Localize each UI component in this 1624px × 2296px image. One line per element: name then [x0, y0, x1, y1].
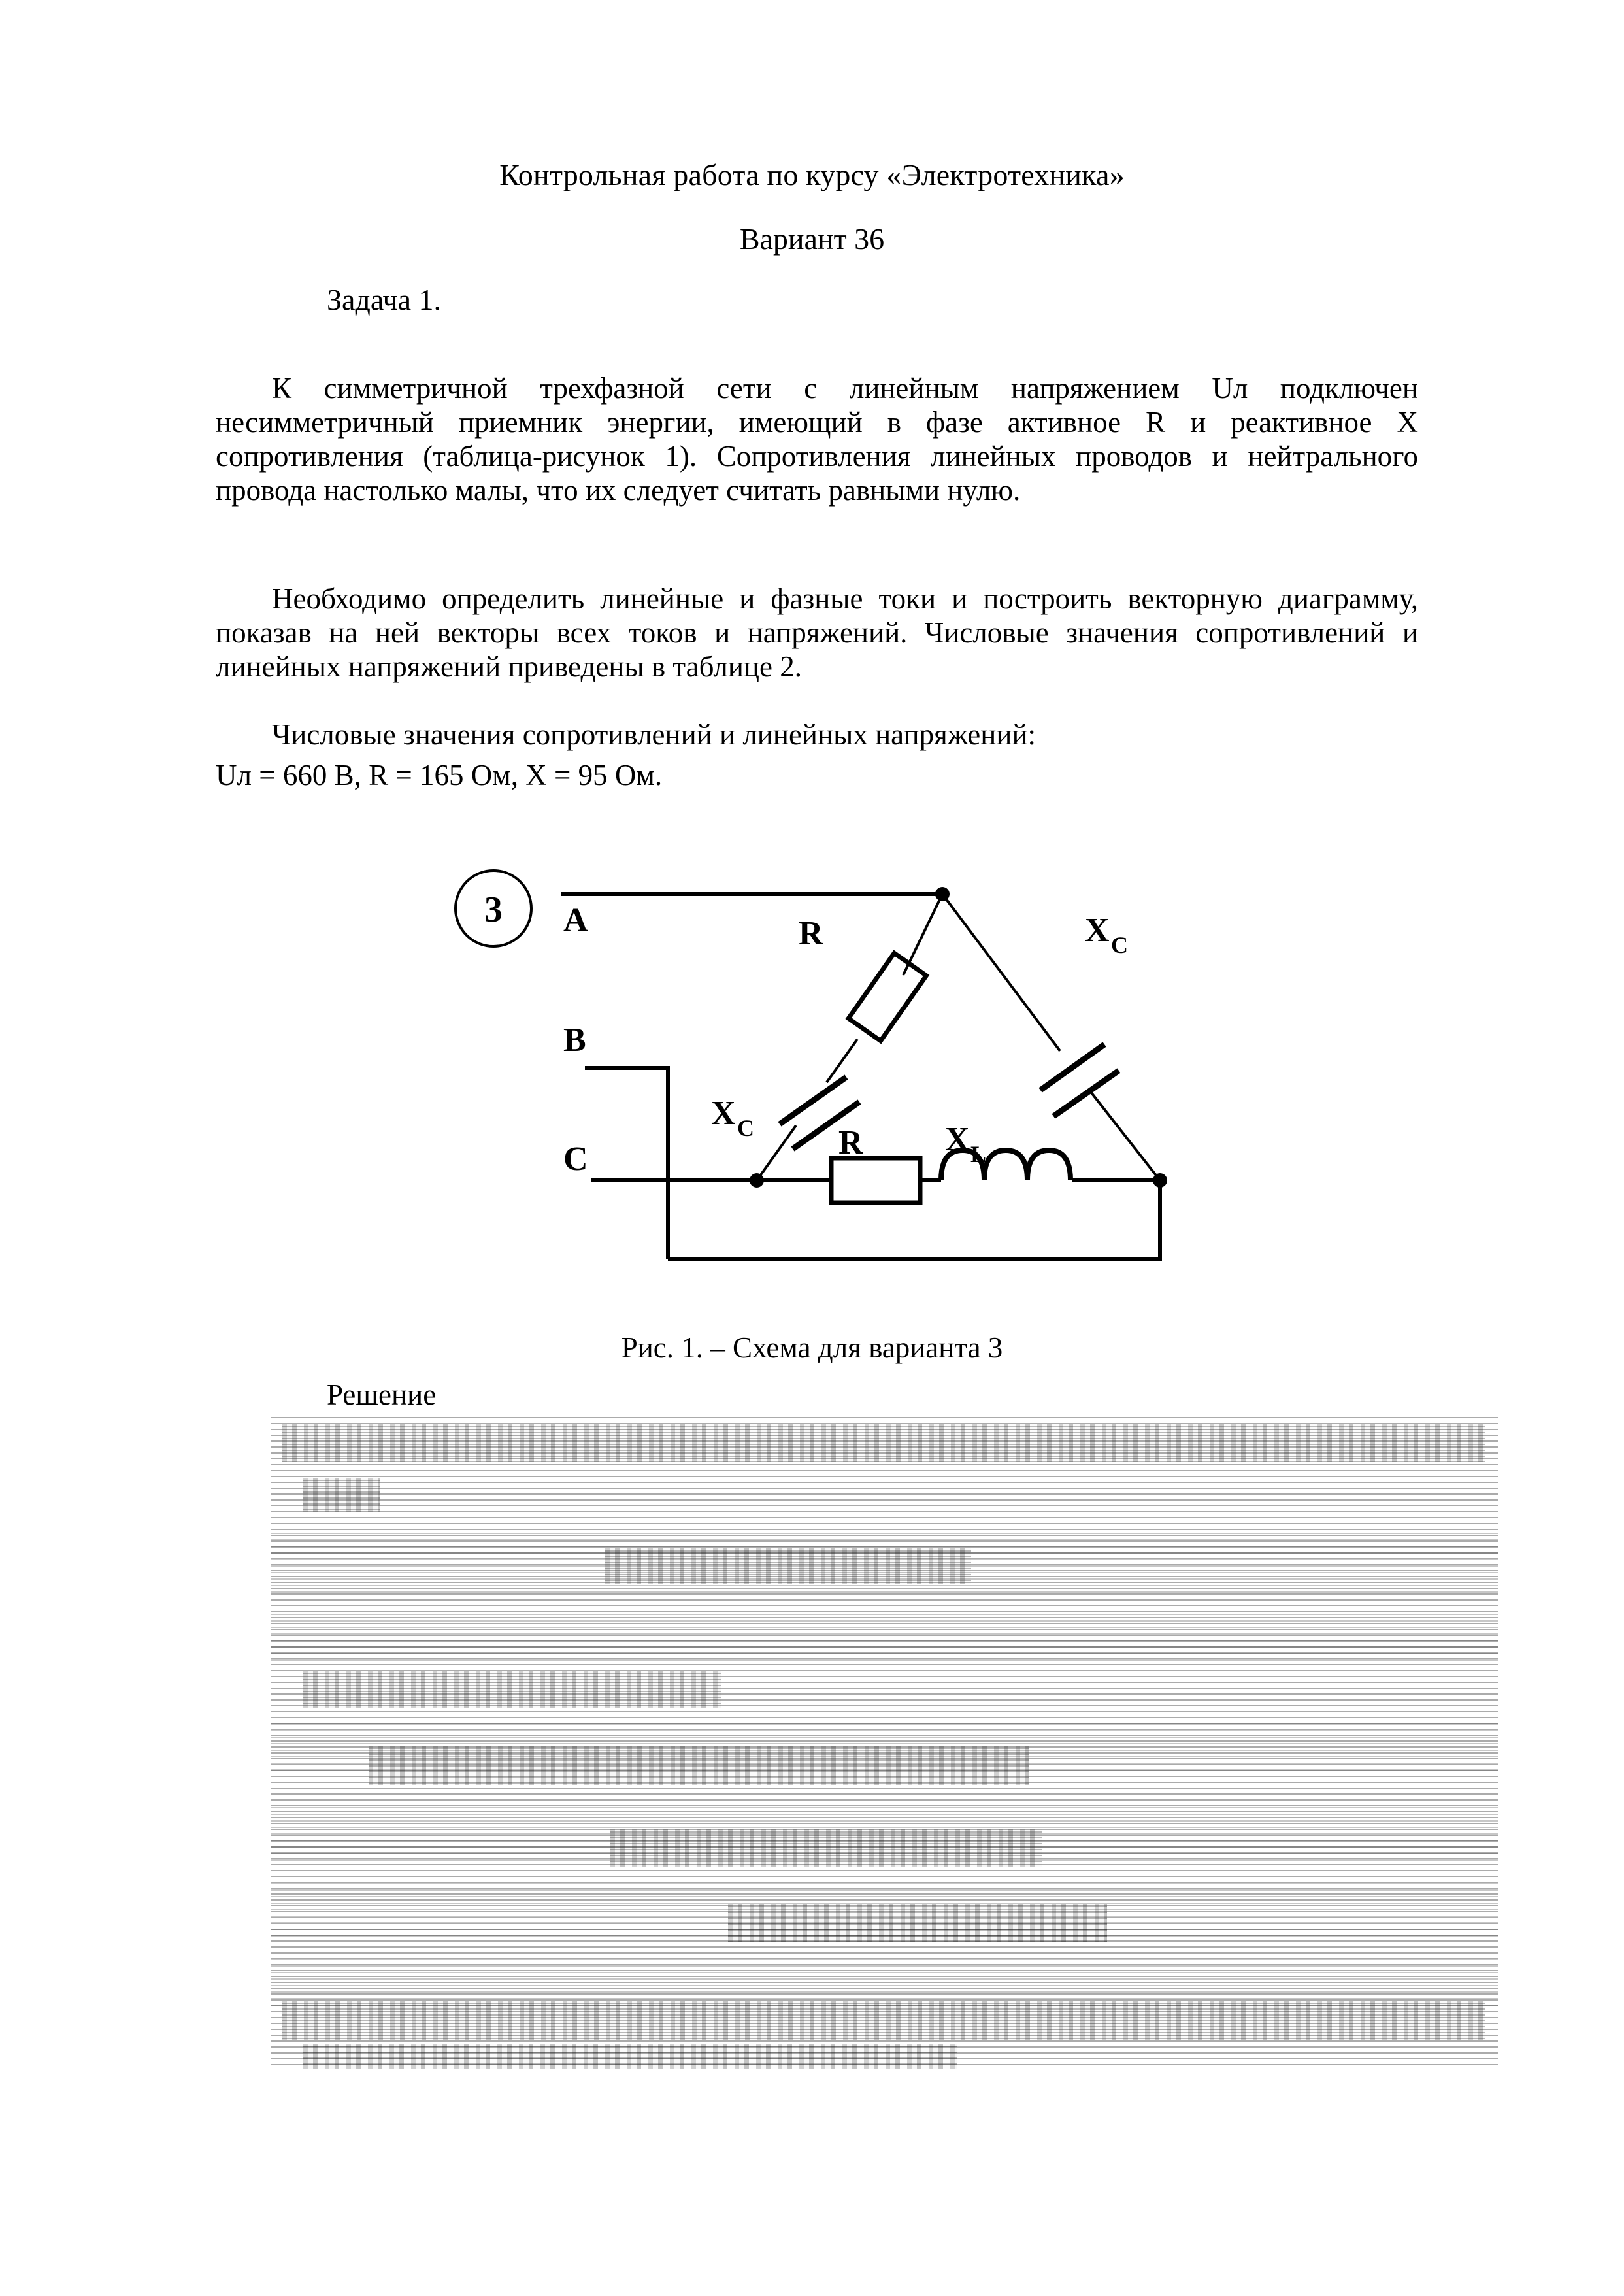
right-leg-lower-wire [1091, 1093, 1160, 1180]
right-leg-upper-wire [942, 894, 1060, 1051]
circuit-diagram [418, 843, 1242, 1314]
label-capacitor-left: X [711, 1095, 736, 1132]
bottom-return-conductor [668, 1180, 1160, 1259]
paragraph-text: Числовые значения сопротивлений и линейных напряжений: [272, 718, 1036, 751]
redacted-line [303, 1671, 721, 1708]
phase-label-c: C [563, 1140, 588, 1178]
phase-label-b: B [563, 1022, 586, 1059]
resistor-bottom-symbol [831, 1158, 920, 1203]
source-badge-label: 3 [484, 890, 503, 930]
resistor-top-left-symbol [848, 953, 926, 1040]
redacted-line [303, 1478, 380, 1512]
redacted-formula-band [271, 1611, 1498, 1662]
label-capacitor-right-subscript: C [1111, 932, 1128, 958]
vertex-dot-bottom-left [750, 1173, 764, 1188]
line-b-conductor [585, 1068, 668, 1259]
figure-caption: Рис. 1. – Схема для варианта 3 [621, 1331, 1003, 1364]
task-label: Задача 1. [327, 283, 441, 316]
redacted-line [303, 2044, 957, 2069]
paragraph-text: Необходимо определить линейные и фазные токи и построить векторную диаграмму, показав на ней векторы всех токов и напряжений. Числовые значения сопротивлений и линейных напряжений приведены в таблице 2. [216, 582, 1418, 683]
redacted-line [605, 1548, 971, 1584]
problem-statement-paragraph-2 [216, 582, 1418, 684]
label-capacitor-right: X [1085, 912, 1110, 949]
paragraph-text: К симметричной трехфазной сети с линейным напряжением Uл подключен несимметричный приемник энергии, имеющий в фазе активное R и реактивное X сопротивления (таблица-рисунок 1). Сопротивления линейных проводов и нейтрального провода настолько малы, что их следует считать равными нулю. [216, 372, 1418, 507]
left-leg-lower-wire [757, 1125, 796, 1180]
redacted-line [610, 1829, 1042, 1867]
solution-heading: Решение [327, 1378, 437, 1411]
variant-heading: Вариант 36 [739, 222, 885, 256]
redacted-line [282, 2001, 1485, 2040]
left-leg-mid-wire [827, 1039, 857, 1082]
label-resistor-bottom: R [838, 1124, 863, 1161]
numeric-values-intro [216, 718, 1418, 752]
vertex-dot-apex [935, 887, 950, 901]
given-values-line [216, 758, 1418, 792]
vertex-dot-bottom-right [1153, 1173, 1167, 1188]
capacitor-right-plate-1 [1040, 1044, 1104, 1090]
page-title: Контрольная работа по курсу «Электротехника» [499, 158, 1125, 191]
given-values-text: Uл = 660 В, R = 165 Ом, X = 95 Ом. [216, 759, 663, 791]
label-inductor-bottom-subscript: L [970, 1141, 987, 1167]
problem-statement-paragraph-1 [216, 371, 1418, 507]
redacted-line [369, 1746, 1029, 1785]
redacted-line [728, 1904, 1107, 1942]
redacted-solution-region [271, 1415, 1498, 2069]
label-capacitor-left-subscript: C [737, 1115, 754, 1141]
phase-label-a: A [563, 902, 588, 939]
label-resistor-top-left: R [799, 915, 823, 952]
label-inductor-bottom: X [945, 1121, 970, 1158]
redacted-line [282, 1424, 1485, 1462]
